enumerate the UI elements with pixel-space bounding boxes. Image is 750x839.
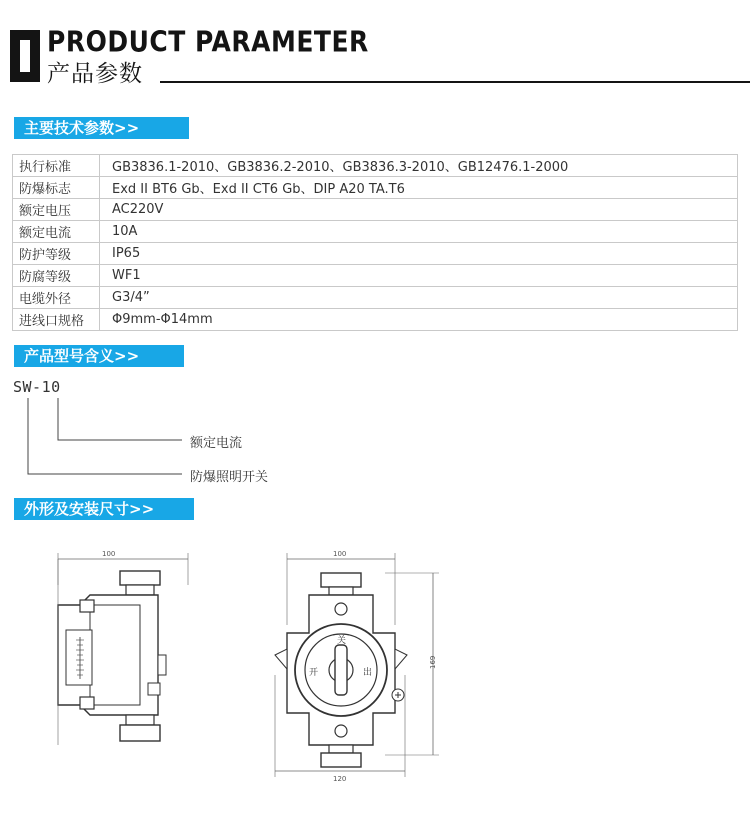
param-table (12, 154, 738, 331)
param-value: GB3836.1-2010、GB3836.2-2010、GB3836.3-2010、GB12476.1-2000 (100, 155, 738, 177)
param-value: WF1 (100, 265, 738, 287)
header-underline (160, 81, 750, 83)
model-part-label-switch: 防爆照明开关 (190, 470, 269, 485)
model-code: SW-10 (13, 378, 61, 396)
param-value: G3/4” (100, 287, 738, 309)
page-title-en: PRODUCT PARAMETER (47, 25, 369, 59)
header-block-icon (10, 30, 40, 82)
table-row (13, 199, 738, 221)
front-view-drawing (255, 545, 455, 795)
section-tag-model-meaning: 产品型号含义>> (14, 345, 184, 367)
header-block-bar (20, 40, 30, 72)
front-width-dim: 100 (333, 550, 347, 558)
param-key: 防护等级 (13, 243, 100, 265)
section-tag-dimensions: 外形及安装尺寸>> (14, 498, 194, 520)
table-row (13, 287, 738, 309)
table-row (13, 243, 738, 265)
param-key: 额定电压 (13, 199, 100, 221)
table-row (13, 265, 738, 287)
side-width-dim: 100 (102, 550, 116, 558)
param-value: AC220V (100, 199, 738, 221)
param-key: 电缆外径 (13, 287, 100, 309)
param-key: 执行标准 (13, 155, 100, 177)
param-key: 防腐等级 (13, 265, 100, 287)
section-tag-tech-params: 主要技术参数>> (14, 117, 189, 139)
table-row (13, 221, 738, 243)
side-view-drawing (40, 545, 190, 770)
switch-label-mid: 出 (363, 668, 373, 678)
page-title-cn: 产品参数 (47, 61, 143, 87)
front-bottom-dim: 120 (333, 775, 347, 783)
param-key: 进线口规格 (13, 309, 100, 331)
param-key: 防爆标志 (13, 177, 100, 199)
table-row (13, 155, 738, 177)
table-row (13, 309, 738, 331)
param-value: IP65 (100, 243, 738, 265)
model-part-label-current: 额定电流 (190, 436, 243, 451)
param-value: Exd II BT6 Gb、Exd II CT6 Gb、DIP A20 TA.T6 (100, 177, 738, 199)
switch-label-off: 关 (337, 636, 347, 646)
switch-label-on: 开 (309, 668, 319, 678)
param-value: 10A (100, 221, 738, 243)
model-code-leader-lines (0, 390, 200, 480)
param-key: 额定电流 (13, 221, 100, 243)
param-value: Φ9mm-Φ14mm (100, 309, 738, 331)
front-height-dim: 169 (429, 655, 437, 669)
table-row (13, 177, 738, 199)
